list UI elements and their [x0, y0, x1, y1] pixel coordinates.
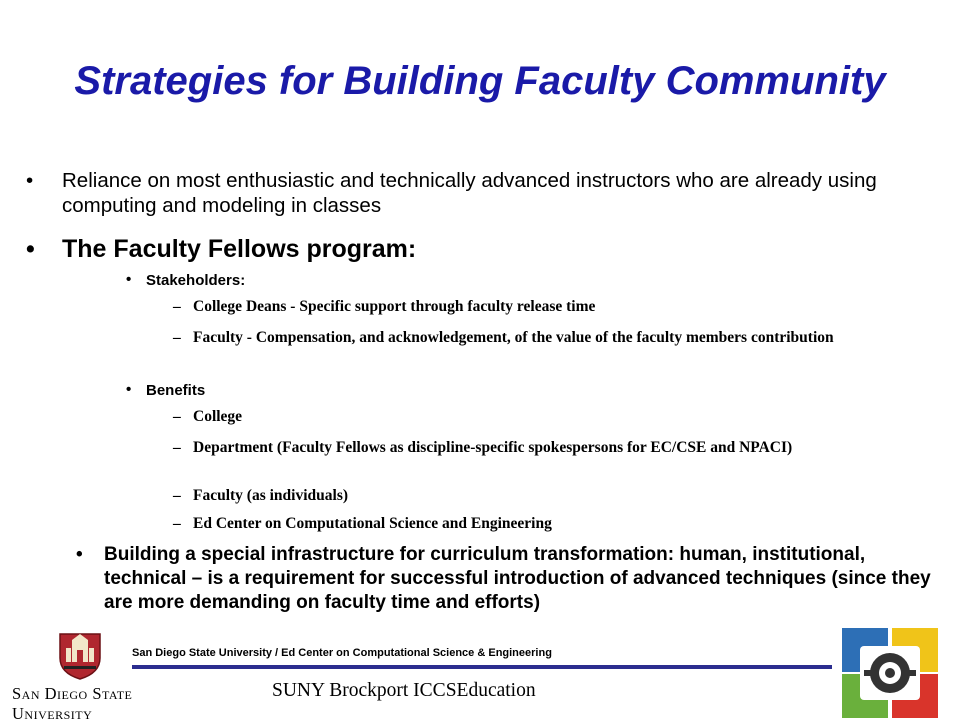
- stakeholder-item-text: Faculty - Compensation, and acknowledgement, of the value of the faculty members contribution: [193, 329, 834, 346]
- bullet-dash: –: [173, 515, 181, 532]
- bullet-infrastructure-text: Building a special infrastructure for curriculum transformation: human, institutional, technical – is a requirement for successful introduction of advanced techniques (since they are more demanding on faculty time and efforts): [104, 544, 931, 613]
- bullet-dot: •: [26, 169, 34, 192]
- benefit-item-text: Department (Faculty Fellows as discipline-specific spokespersons for EC/CSE and NPACI): [193, 439, 793, 456]
- bullet-faculty-fellows-text: The Faculty Fellows program:: [62, 235, 417, 263]
- bullet-reliance-text: Reliance on most enthusiastic and technically advanced instructors who are already using computing and modeling in classes: [62, 169, 877, 217]
- bullet-benefits-text: Benefits: [146, 382, 206, 399]
- bullet-stakeholders-text: Stakeholders:: [146, 272, 246, 289]
- bullet-stakeholders: [126, 271, 246, 291]
- bullet-infrastructure: [76, 543, 934, 615]
- stakeholder-item: [173, 328, 913, 348]
- benefit-item-text: College: [193, 408, 243, 425]
- university-name-line2: University: [12, 704, 93, 723]
- bullet-dot: •: [126, 271, 132, 288]
- footer-divider: [132, 665, 832, 669]
- bullet-dash: –: [173, 408, 181, 425]
- bullet-dot: •: [126, 381, 132, 398]
- bullet-faculty-fellows: [26, 234, 417, 264]
- university-name: [12, 684, 152, 724]
- bullet-dash: –: [173, 329, 181, 346]
- bullet-dot: •: [76, 544, 83, 565]
- benefit-item: [173, 438, 913, 458]
- university-name-line1: San Diego State: [12, 684, 133, 703]
- bullet-dot: •: [26, 235, 35, 263]
- benefit-item: [173, 514, 913, 534]
- slide-title: Strategies for Building Faculty Community: [74, 59, 886, 103]
- benefit-item: [173, 486, 913, 506]
- bullet-dash: –: [173, 487, 181, 504]
- footer-conference: SUNY Brockport ICCSEducation: [272, 680, 536, 701]
- bullet-reliance: [26, 168, 902, 218]
- stakeholder-item: [173, 297, 913, 317]
- benefit-item-text: Faculty (as individuals): [193, 487, 349, 504]
- bullet-dash: –: [173, 439, 181, 456]
- benefit-item: [173, 407, 913, 427]
- bullet-benefits: [126, 381, 206, 401]
- sdsu-seal-icon: [58, 630, 102, 680]
- bullet-dash: –: [173, 298, 181, 315]
- stakeholder-item-text: College Deans - Specific support through faculty release time: [193, 298, 596, 315]
- benefit-item-text: Ed Center on Computational Science and Engineering: [193, 515, 552, 532]
- iccs-logo-icon: [838, 626, 942, 720]
- footer-affiliation: San Diego State University / Ed Center on Computational Science & Engineering: [132, 647, 552, 659]
